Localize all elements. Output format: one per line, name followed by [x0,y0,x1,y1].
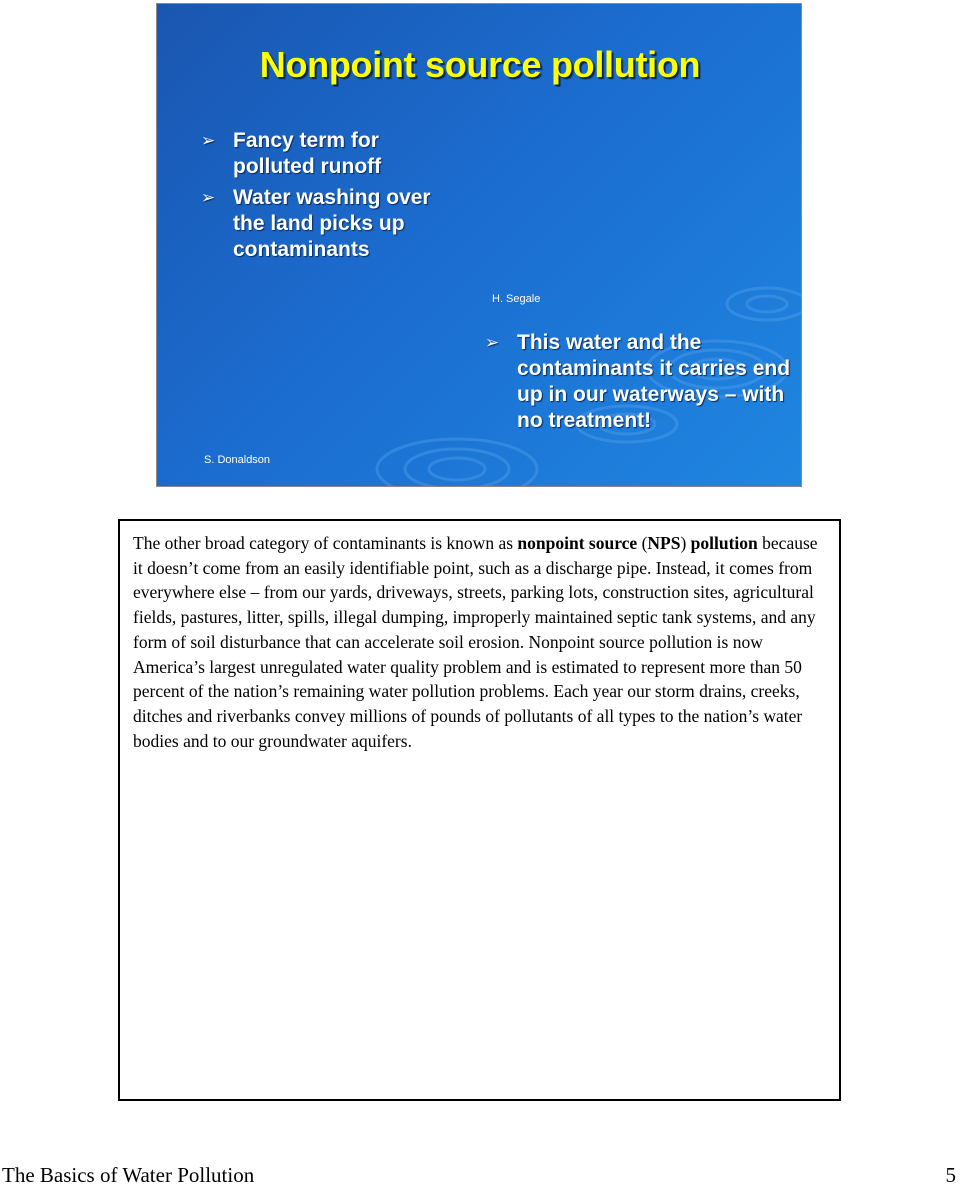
notes-text: ) [680,533,691,553]
notes-bold-term: nonpoint source [517,533,638,553]
notes-bold-term: NPS [647,533,681,553]
bullet-item [193,128,463,180]
notes-box [118,519,841,1101]
notes-bold-term: pollution [690,533,758,553]
notes-paragraph [133,531,827,753]
slide-title: Nonpoint source pollution [259,44,701,85]
photo-credit-top: H. Segale [492,293,541,305]
page-number: 5 [945,1163,956,1187]
slide-image [156,3,802,487]
arrow-bullet-icon: ➢ [201,131,216,150]
bullet-text: This water and the contaminants it carries end up in our waterways – with no treatment! [517,331,791,432]
notes-text: because it doesn’t come from an easily identifiable point, such as a discharge pipe. Instead, it comes from everywhere else – from our yards, driveways, streets, parking lots, construction sites, agricultural fields, pastures, litter, spills, illegal dumping, improperly maintained septic tank systems, and any form of soil disturbance that can accelerate soil erosion. Nonpoint source pollution is now America’s largest unregulated water quality problem and is estimated to represent more than 50 percent of the nation’s remaining water pollution problems. Each year our storm drains, creeks, ditches and riverbanks convey millions of pounds of pollutants of all types to the nation’s water bodies and to our groundwater aquifers. [133,533,818,751]
footer-title: The Basics of Water Pollution [2,1163,255,1187]
notes-text: The other broad category of contaminants is known as [133,533,518,553]
bullet-item [477,330,797,434]
notes-text: ( [637,533,648,553]
arrow-bullet-icon: ➢ [485,333,500,352]
arrow-bullet-icon: ➢ [201,188,216,207]
bullet-list-top [193,128,463,268]
photo-credit-bottom: S. Donaldson [204,454,271,466]
bullet-text: Water washing over the land picks up contaminants [233,186,431,261]
bullet-text: Fancy term for polluted runoff [233,129,382,178]
bullet-item [193,185,463,263]
bullet-list-bottom [477,330,797,439]
